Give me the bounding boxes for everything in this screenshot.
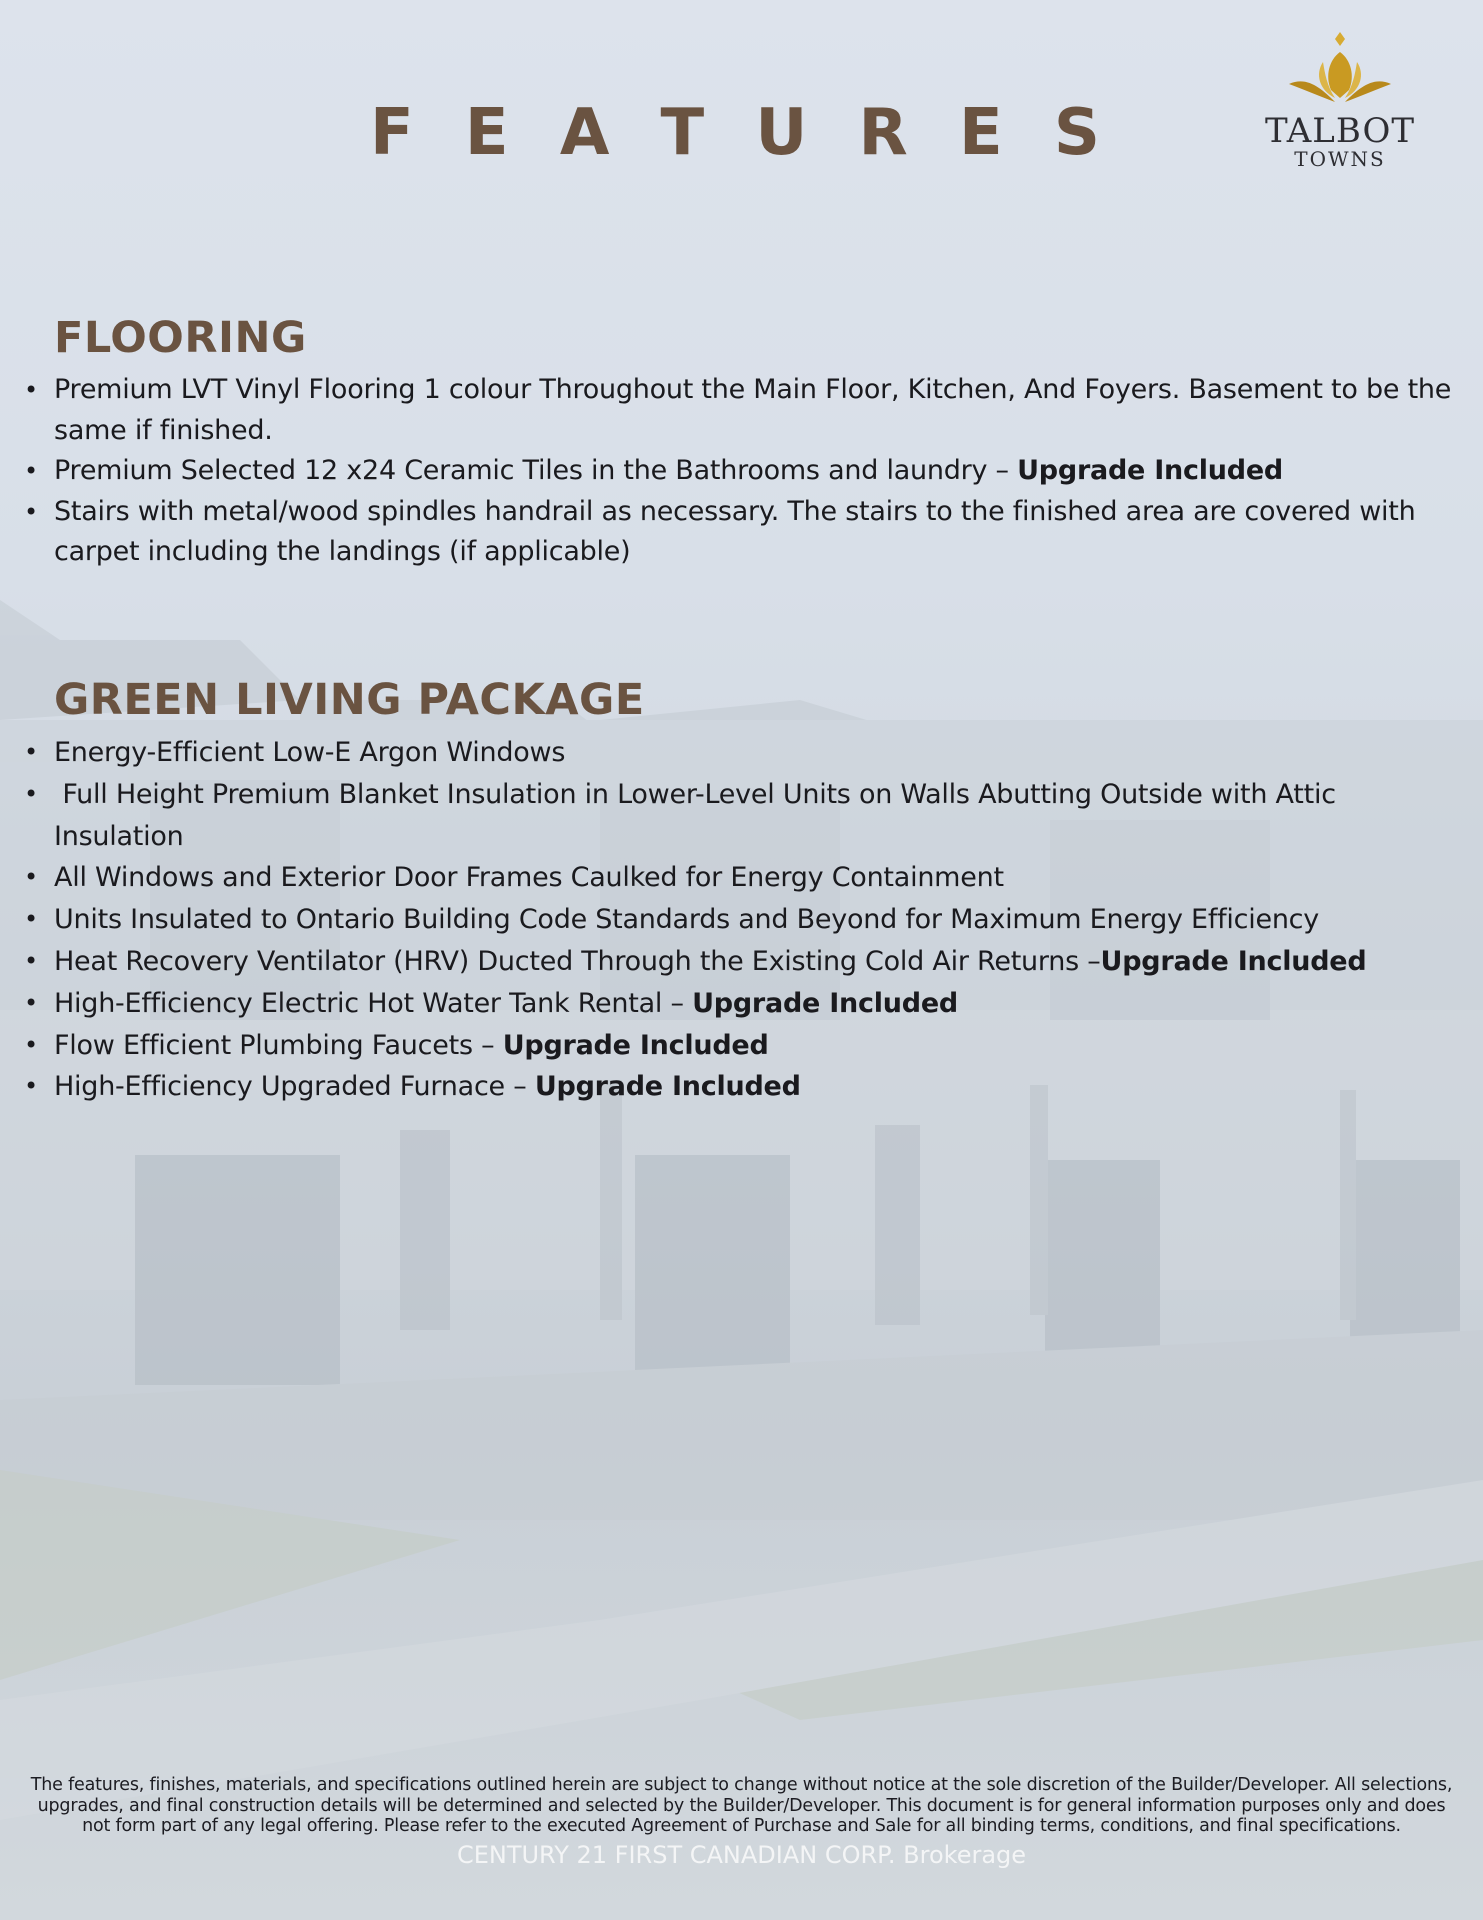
upgrade-label: Upgrade Included bbox=[1017, 455, 1283, 486]
green-living-heading: GREEN LIVING PACKAGE bbox=[54, 675, 645, 725]
list-item bbox=[24, 774, 1454, 858]
bullet-icon: • bbox=[24, 779, 38, 808]
item-text: All Windows and Exterior Door Frames Caulked for Energy Containment bbox=[54, 862, 1004, 894]
list-item bbox=[24, 732, 1454, 774]
list-item bbox=[24, 492, 1454, 573]
title-letter: F bbox=[370, 96, 414, 170]
item-text: Full Height Premium Blanket Insulation in Lower-Level Units on Walls Abutting Outside with Attic Insulation bbox=[54, 778, 1345, 852]
legal-disclaimer: The features, finishes, materials, and specifications outlined herein are subject to change without notice at the sole discretion of the Builder/Developer. All selections, upgrades, and final construction details will be determined and selected by the Builder/Developer. This document is for general information purposes only and does not form part of any legal offering. Please refer to the executed Agreement of Purchase and Sale for all binding terms, conditions, and final specifications. bbox=[30, 1775, 1453, 1836]
page-title bbox=[370, 96, 1100, 170]
title-letter: E bbox=[959, 96, 1003, 170]
item-text: Heat Recovery Ventilator (HRV) Ducted Through the Existing Cold Air Returns – bbox=[54, 945, 1101, 977]
bullet-icon: • bbox=[24, 946, 38, 975]
upgrade-label: Upgrade Included bbox=[692, 987, 958, 1019]
upgrade-label: Upgrade Included bbox=[502, 1029, 769, 1061]
title-letter: R bbox=[858, 96, 908, 170]
title-letter: S bbox=[1053, 96, 1100, 170]
list-item bbox=[24, 1025, 1454, 1067]
list-item bbox=[24, 899, 1454, 941]
title-letter: U bbox=[755, 96, 808, 170]
list-item bbox=[24, 451, 1454, 492]
bullet-icon: • bbox=[24, 497, 38, 526]
item-text: Flow Efficient Plumbing Faucets – bbox=[54, 1029, 503, 1061]
bullet-icon: • bbox=[24, 988, 38, 1017]
upgrade-label: Upgrade Included bbox=[1100, 945, 1367, 977]
green-living-section bbox=[24, 674, 1454, 1108]
upgrade-label: Upgrade Included bbox=[534, 1071, 801, 1103]
bullet-icon: • bbox=[24, 1030, 38, 1059]
item-text: High-Efficiency Upgraded Furnace – bbox=[54, 1071, 535, 1103]
flooring-list bbox=[24, 370, 1454, 573]
item-text: Premium LVT Vinyl Flooring 1 colour Throughout the Main Floor, Kitchen, And Foyers. Basement to be the same if finished. bbox=[54, 374, 1452, 446]
green-living-list bbox=[24, 732, 1454, 1108]
item-text: Units Insulated to Ontario Building Code Standards and Beyond for Maximum Energy Efficiency bbox=[54, 904, 1320, 936]
list-item bbox=[24, 857, 1454, 899]
item-text: High-Efficiency Electric Hot Water Tank Rental – bbox=[54, 987, 693, 1019]
title-letter: A bbox=[559, 96, 610, 170]
flooring-section bbox=[24, 312, 1454, 573]
list-item bbox=[24, 1066, 1454, 1108]
bullet-icon: • bbox=[24, 905, 38, 934]
title-letter: E bbox=[464, 96, 509, 170]
tulip-crown-icon bbox=[1285, 32, 1395, 112]
item-text: Energy-Efficient Low-E Argon Windows bbox=[54, 737, 566, 768]
item-text: Premium Selected 12 x24 Ceramic Tiles in the Bathrooms and laundry – bbox=[54, 455, 1018, 486]
logo-brand-text: TALBOT bbox=[1264, 111, 1416, 151]
brokerage-watermark: CENTURY 21 FIRST CANADIAN CORP. Brokerage bbox=[456, 1841, 1027, 1869]
bullet-icon: • bbox=[24, 457, 38, 485]
bullet-icon: • bbox=[24, 738, 38, 766]
list-item bbox=[24, 983, 1454, 1025]
flooring-heading: FLOORING bbox=[54, 313, 307, 363]
logo-sub-text: TOWNS bbox=[1294, 147, 1386, 171]
talbot-towns-logo bbox=[1262, 32, 1418, 170]
bullet-icon: • bbox=[24, 863, 38, 892]
bullet-icon: • bbox=[24, 1072, 38, 1101]
item-text: Stairs with metal/wood spindles handrail as necessary. The stairs to the finished area are covered with carpet including the landings (if applicable) bbox=[54, 495, 1416, 567]
title-letter: T bbox=[660, 96, 705, 170]
list-item bbox=[24, 941, 1454, 983]
list-item bbox=[24, 370, 1454, 451]
bullet-icon: • bbox=[24, 376, 38, 404]
